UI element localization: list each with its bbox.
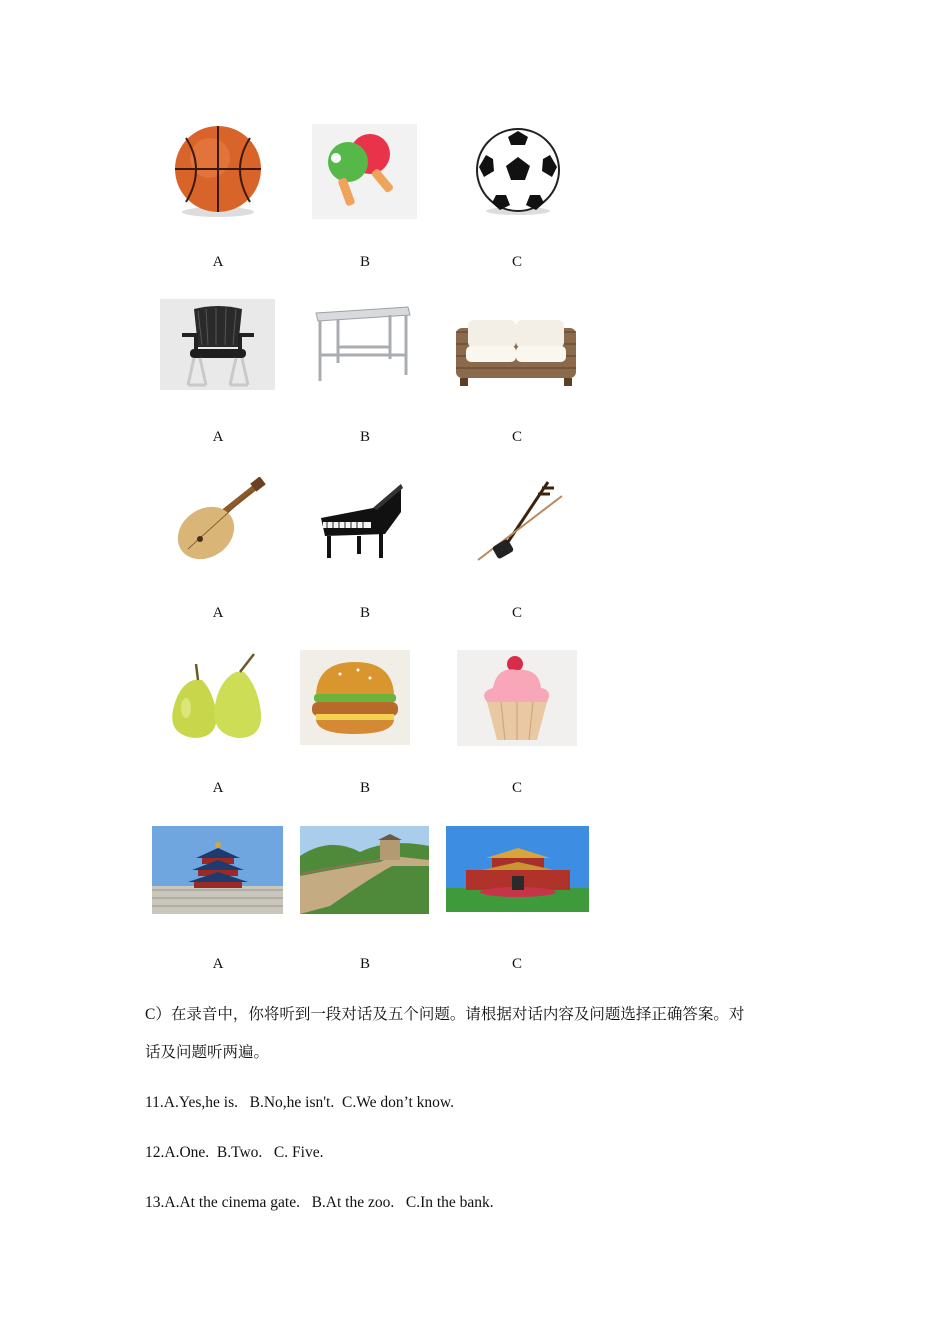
option-label: A <box>212 605 224 621</box>
ping-pong-paddles-picture <box>312 124 417 219</box>
option-label: B <box>359 429 370 445</box>
office-chair-picture <box>160 299 275 390</box>
option-label: B <box>359 780 370 796</box>
tiananmen-picture <box>446 826 589 912</box>
basketball-picture <box>172 124 264 218</box>
option-label: A <box>212 429 224 445</box>
instruction-line: C）在录音中，你将听到一段对话及五个问题。请根据对话内容及问题选择正确答案。对 <box>145 1006 745 1023</box>
grand-piano-picture <box>315 478 405 562</box>
hamburger-picture <box>300 650 410 745</box>
question-12: 12.A.One. B.Two. C. Five. <box>145 1144 324 1161</box>
question-11: 11.A.Yes,he is. B.No,he isn't. C.We don’t know. <box>145 1094 454 1111</box>
question-13: 13.A.At the cinema gate. B.At the zoo. C.In the bank. <box>145 1194 494 1211</box>
option-label: C <box>511 429 522 445</box>
instruction-line: 话及问题听两遍。 <box>145 1044 270 1061</box>
sofa-picture <box>452 300 580 388</box>
option-label: B <box>359 956 370 972</box>
option-label: B <box>359 254 370 270</box>
great-wall-picture <box>300 826 429 914</box>
option-label: C <box>511 780 522 796</box>
option-label: A <box>212 254 224 270</box>
option-label: A <box>212 780 224 796</box>
cupcake-picture <box>457 650 577 746</box>
option-label: C <box>511 254 522 270</box>
option-label: A <box>212 956 224 972</box>
option-label: C <box>511 956 522 972</box>
option-label: C <box>511 605 522 621</box>
soccer-ball-picture <box>470 125 565 217</box>
metal-table-picture <box>312 303 412 385</box>
pears-picture <box>160 650 270 744</box>
section-c-instructions <box>145 996 815 1072</box>
pipa-picture <box>170 477 270 563</box>
option-label: B <box>359 605 370 621</box>
temple-of-heaven-picture <box>152 826 283 914</box>
erhu-picture <box>474 476 564 566</box>
